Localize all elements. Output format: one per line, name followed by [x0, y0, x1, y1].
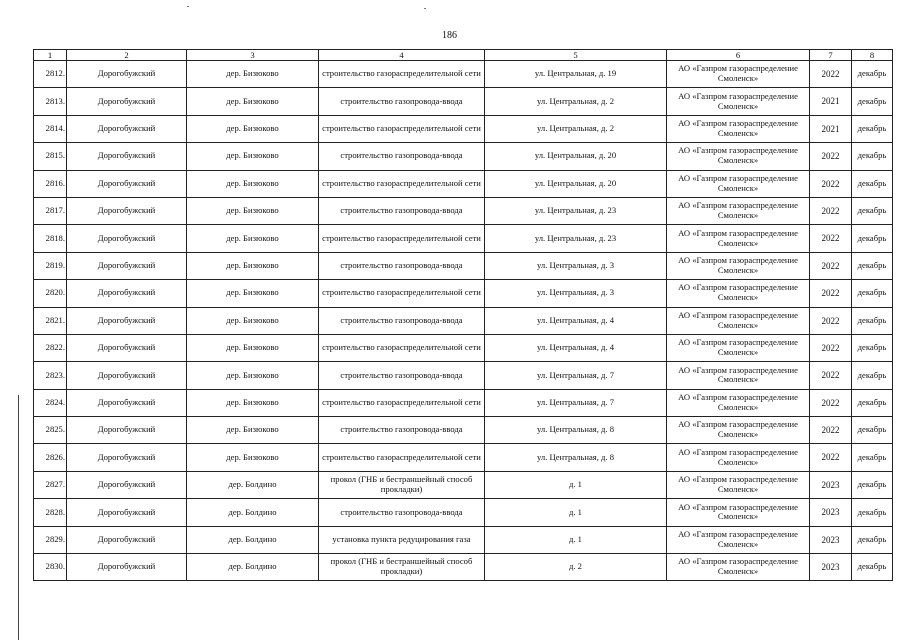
cell-work-type: прокол (ГНБ и бестраншейный способ прокладки) [319, 554, 485, 581]
cell-row-number: 2828. [34, 499, 67, 526]
table-row [34, 499, 893, 526]
cell-year: 2022 [810, 444, 852, 471]
cell-district: Дорогобужский [67, 499, 187, 526]
cell-month: декабрь [852, 362, 893, 389]
cell-row-number: 2823. [34, 362, 67, 389]
cell-address: ул. Центральная, д. 4 [485, 334, 667, 361]
cell-work-type: строительство газораспределительной сети [319, 225, 485, 252]
cell-address: ул. Центральная, д. 3 [485, 252, 667, 279]
cell-settlement: дер. Болдино [187, 471, 319, 498]
cell-work-type: строительство газораспределительной сети [319, 170, 485, 197]
table-row [34, 389, 893, 416]
cell-organization: АО «Газпром газораспределение Смоленск» [667, 252, 810, 279]
cell-address: ул. Центральная, д. 20 [485, 170, 667, 197]
cell-year: 2022 [810, 307, 852, 334]
cell-district: Дорогобужский [67, 444, 187, 471]
cell-work-type: строительство газораспределительной сети [319, 115, 485, 142]
cell-year: 2022 [810, 197, 852, 224]
cell-row-number: 2817. [34, 197, 67, 224]
cell-year: 2022 [810, 252, 852, 279]
cell-district: Дорогобужский [67, 252, 187, 279]
cell-row-number: 2825. [34, 417, 67, 444]
table-row [34, 61, 893, 88]
header-col-6: 6 [667, 50, 810, 61]
cell-work-type: строительство газораспределительной сети [319, 389, 485, 416]
scan-speck [187, 6, 189, 7]
cell-work-type: строительство газопровода-ввода [319, 362, 485, 389]
cell-year: 2021 [810, 115, 852, 142]
header-row [34, 50, 893, 61]
cell-address: ул. Центральная, д. 7 [485, 362, 667, 389]
cell-work-type: строительство газораспределительной сети [319, 334, 485, 361]
table-row [34, 554, 893, 581]
cell-month: декабрь [852, 197, 893, 224]
table-row [34, 444, 893, 471]
cell-row-number: 2827. [34, 471, 67, 498]
cell-year: 2022 [810, 389, 852, 416]
cell-row-number: 2818. [34, 225, 67, 252]
cell-address: д. 1 [485, 471, 667, 498]
cell-district: Дорогобужский [67, 61, 187, 88]
cell-month: декабрь [852, 334, 893, 361]
cell-row-number: 2820. [34, 280, 67, 307]
cell-row-number: 2819. [34, 252, 67, 279]
cell-work-type: строительство газораспределительной сети [319, 280, 485, 307]
cell-settlement: дер. Бизюково [187, 143, 319, 170]
table-row [34, 88, 893, 115]
cell-district: Дорогобужский [67, 389, 187, 416]
cell-organization: АО «Газпром газораспределение Смоленск» [667, 143, 810, 170]
cell-settlement: дер. Болдино [187, 499, 319, 526]
cell-organization: АО «Газпром газораспределение Смоленск» [667, 499, 810, 526]
cell-year: 2023 [810, 499, 852, 526]
table-row [34, 170, 893, 197]
cell-work-type: строительство газопровода-ввода [319, 307, 485, 334]
cell-month: декабрь [852, 115, 893, 142]
table-row [34, 526, 893, 553]
cell-address: ул. Центральная, д. 19 [485, 61, 667, 88]
cell-month: декабрь [852, 280, 893, 307]
cell-settlement: дер. Бизюково [187, 115, 319, 142]
cell-address: ул. Центральная, д. 23 [485, 197, 667, 224]
cell-settlement: дер. Бизюково [187, 88, 319, 115]
cell-month: декабрь [852, 389, 893, 416]
cell-address: ул. Центральная, д. 20 [485, 143, 667, 170]
header-col-7: 7 [810, 50, 852, 61]
cell-settlement: дер. Болдино [187, 526, 319, 553]
table-row [34, 280, 893, 307]
table-row [34, 143, 893, 170]
table-body [34, 61, 893, 581]
cell-work-type: строительство газопровода-ввода [319, 252, 485, 279]
cell-address: ул. Центральная, д. 2 [485, 115, 667, 142]
cell-district: Дорогобужский [67, 334, 187, 361]
cell-work-type: установка пункта редуцирования газа [319, 526, 485, 553]
cell-month: декабрь [852, 554, 893, 581]
cell-row-number: 2826. [34, 444, 67, 471]
scan-speck [424, 8, 426, 9]
gasification-table [33, 49, 893, 581]
page-number: 186 [442, 30, 457, 41]
cell-settlement: дер. Бизюково [187, 225, 319, 252]
cell-settlement: дер. Бизюково [187, 170, 319, 197]
table-row [34, 225, 893, 252]
cell-row-number: 2822. [34, 334, 67, 361]
cell-organization: АО «Газпром газораспределение Смоленск» [667, 554, 810, 581]
cell-month: декабрь [852, 61, 893, 88]
cell-organization: АО «Газпром газораспределение Смоленск» [667, 61, 810, 88]
cell-settlement: дер. Бизюково [187, 61, 319, 88]
cell-year: 2022 [810, 170, 852, 197]
cell-district: Дорогобужский [67, 471, 187, 498]
cell-organization: АО «Газпром газораспределение Смоленск» [667, 88, 810, 115]
cell-row-number: 2812. [34, 61, 67, 88]
cell-district: Дорогобужский [67, 225, 187, 252]
cell-month: декабрь [852, 170, 893, 197]
cell-address: ул. Центральная, д. 8 [485, 444, 667, 471]
cell-work-type: строительство газораспределительной сети [319, 61, 485, 88]
cell-settlement: дер. Болдино [187, 554, 319, 581]
cell-settlement: дер. Бизюково [187, 444, 319, 471]
cell-organization: АО «Газпром газораспределение Смоленск» [667, 307, 810, 334]
cell-district: Дорогобужский [67, 307, 187, 334]
cell-organization: АО «Газпром газораспределение Смоленск» [667, 526, 810, 553]
header-col-3: 3 [187, 50, 319, 61]
cell-work-type: строительство газопровода-ввода [319, 88, 485, 115]
cell-month: декабрь [852, 444, 893, 471]
table-row [34, 307, 893, 334]
cell-settlement: дер. Бизюково [187, 280, 319, 307]
header-col-8: 8 [852, 50, 893, 61]
cell-district: Дорогобужский [67, 170, 187, 197]
cell-year: 2022 [810, 143, 852, 170]
cell-district: Дорогобужский [67, 197, 187, 224]
header-col-2: 2 [67, 50, 187, 61]
cell-month: декабрь [852, 143, 893, 170]
cell-organization: АО «Газпром газораспределение Смоленск» [667, 334, 810, 361]
cell-address: д. 2 [485, 554, 667, 581]
cell-address: ул. Центральная, д. 7 [485, 389, 667, 416]
cell-organization: АО «Газпром газораспределение Смоленск» [667, 389, 810, 416]
cell-settlement: дер. Бизюково [187, 389, 319, 416]
cell-district: Дорогобужский [67, 143, 187, 170]
table-row [34, 115, 893, 142]
cell-organization: АО «Газпром газораспределение Смоленск» [667, 471, 810, 498]
cell-district: Дорогобужский [67, 88, 187, 115]
cell-month: декабрь [852, 417, 893, 444]
cell-district: Дорогобужский [67, 115, 187, 142]
cell-row-number: 2815. [34, 143, 67, 170]
cell-settlement: дер. Бизюково [187, 334, 319, 361]
cell-organization: АО «Газпром газораспределение Смоленск» [667, 197, 810, 224]
cell-work-type: строительство газопровода-ввода [319, 499, 485, 526]
cell-work-type: строительство газопровода-ввода [319, 197, 485, 224]
cell-settlement: дер. Бизюково [187, 307, 319, 334]
cell-organization: АО «Газпром газораспределение Смоленск» [667, 444, 810, 471]
cell-organization: АО «Газпром газораспределение Смоленск» [667, 115, 810, 142]
cell-month: декабрь [852, 307, 893, 334]
cell-address: ул. Центральная, д. 3 [485, 280, 667, 307]
cell-address: ул. Центральная, д. 4 [485, 307, 667, 334]
table-row [34, 334, 893, 361]
table-row [34, 252, 893, 279]
cell-address: д. 1 [485, 526, 667, 553]
cell-address: ул. Центральная, д. 8 [485, 417, 667, 444]
cell-year: 2021 [810, 88, 852, 115]
cell-month: декабрь [852, 526, 893, 553]
cell-year: 2022 [810, 61, 852, 88]
cell-district: Дорогобужский [67, 526, 187, 553]
cell-month: декабрь [852, 499, 893, 526]
cell-year: 2022 [810, 334, 852, 361]
header-col-1: 1 [34, 50, 67, 61]
cell-settlement: дер. Бизюково [187, 417, 319, 444]
cell-row-number: 2824. [34, 389, 67, 416]
cell-organization: АО «Газпром газораспределение Смоленск» [667, 225, 810, 252]
cell-district: Дорогобужский [67, 417, 187, 444]
table-row [34, 417, 893, 444]
cell-row-number: 2814. [34, 115, 67, 142]
cell-address: ул. Центральная, д. 23 [485, 225, 667, 252]
cell-address: д. 1 [485, 499, 667, 526]
cell-year: 2022 [810, 280, 852, 307]
cell-month: декабрь [852, 252, 893, 279]
cell-organization: АО «Газпром газораспределение Смоленск» [667, 417, 810, 444]
cell-organization: АО «Газпром газораспределение Смоленск» [667, 280, 810, 307]
cell-month: декабрь [852, 88, 893, 115]
cell-year: 2022 [810, 225, 852, 252]
cell-district: Дорогобужский [67, 554, 187, 581]
scan-edge-line [18, 395, 19, 640]
cell-row-number: 2829. [34, 526, 67, 553]
cell-address: ул. Центральная, д. 2 [485, 88, 667, 115]
cell-work-type: строительство газораспределительной сети [319, 444, 485, 471]
header-col-4: 4 [319, 50, 485, 61]
cell-organization: АО «Газпром газораспределение Смоленск» [667, 170, 810, 197]
cell-year: 2022 [810, 362, 852, 389]
cell-year: 2022 [810, 417, 852, 444]
table-row [34, 362, 893, 389]
table-row [34, 471, 893, 498]
cell-district: Дорогобужский [67, 362, 187, 389]
cell-row-number: 2813. [34, 88, 67, 115]
header-col-5: 5 [485, 50, 667, 61]
cell-row-number: 2816. [34, 170, 67, 197]
cell-settlement: дер. Бизюково [187, 252, 319, 279]
cell-year: 2023 [810, 526, 852, 553]
cell-year: 2023 [810, 471, 852, 498]
cell-settlement: дер. Бизюково [187, 197, 319, 224]
cell-month: декабрь [852, 225, 893, 252]
cell-work-type: строительство газопровода-ввода [319, 417, 485, 444]
cell-year: 2023 [810, 554, 852, 581]
cell-district: Дорогобужский [67, 280, 187, 307]
cell-organization: АО «Газпром газораспределение Смоленск» [667, 362, 810, 389]
cell-settlement: дер. Бизюково [187, 362, 319, 389]
table-row [34, 197, 893, 224]
cell-work-type: прокол (ГНБ и бестраншейный способ прокладки) [319, 471, 485, 498]
cell-row-number: 2830. [34, 554, 67, 581]
cell-row-number: 2821. [34, 307, 67, 334]
cell-work-type: строительство газопровода-ввода [319, 143, 485, 170]
cell-month: декабрь [852, 471, 893, 498]
